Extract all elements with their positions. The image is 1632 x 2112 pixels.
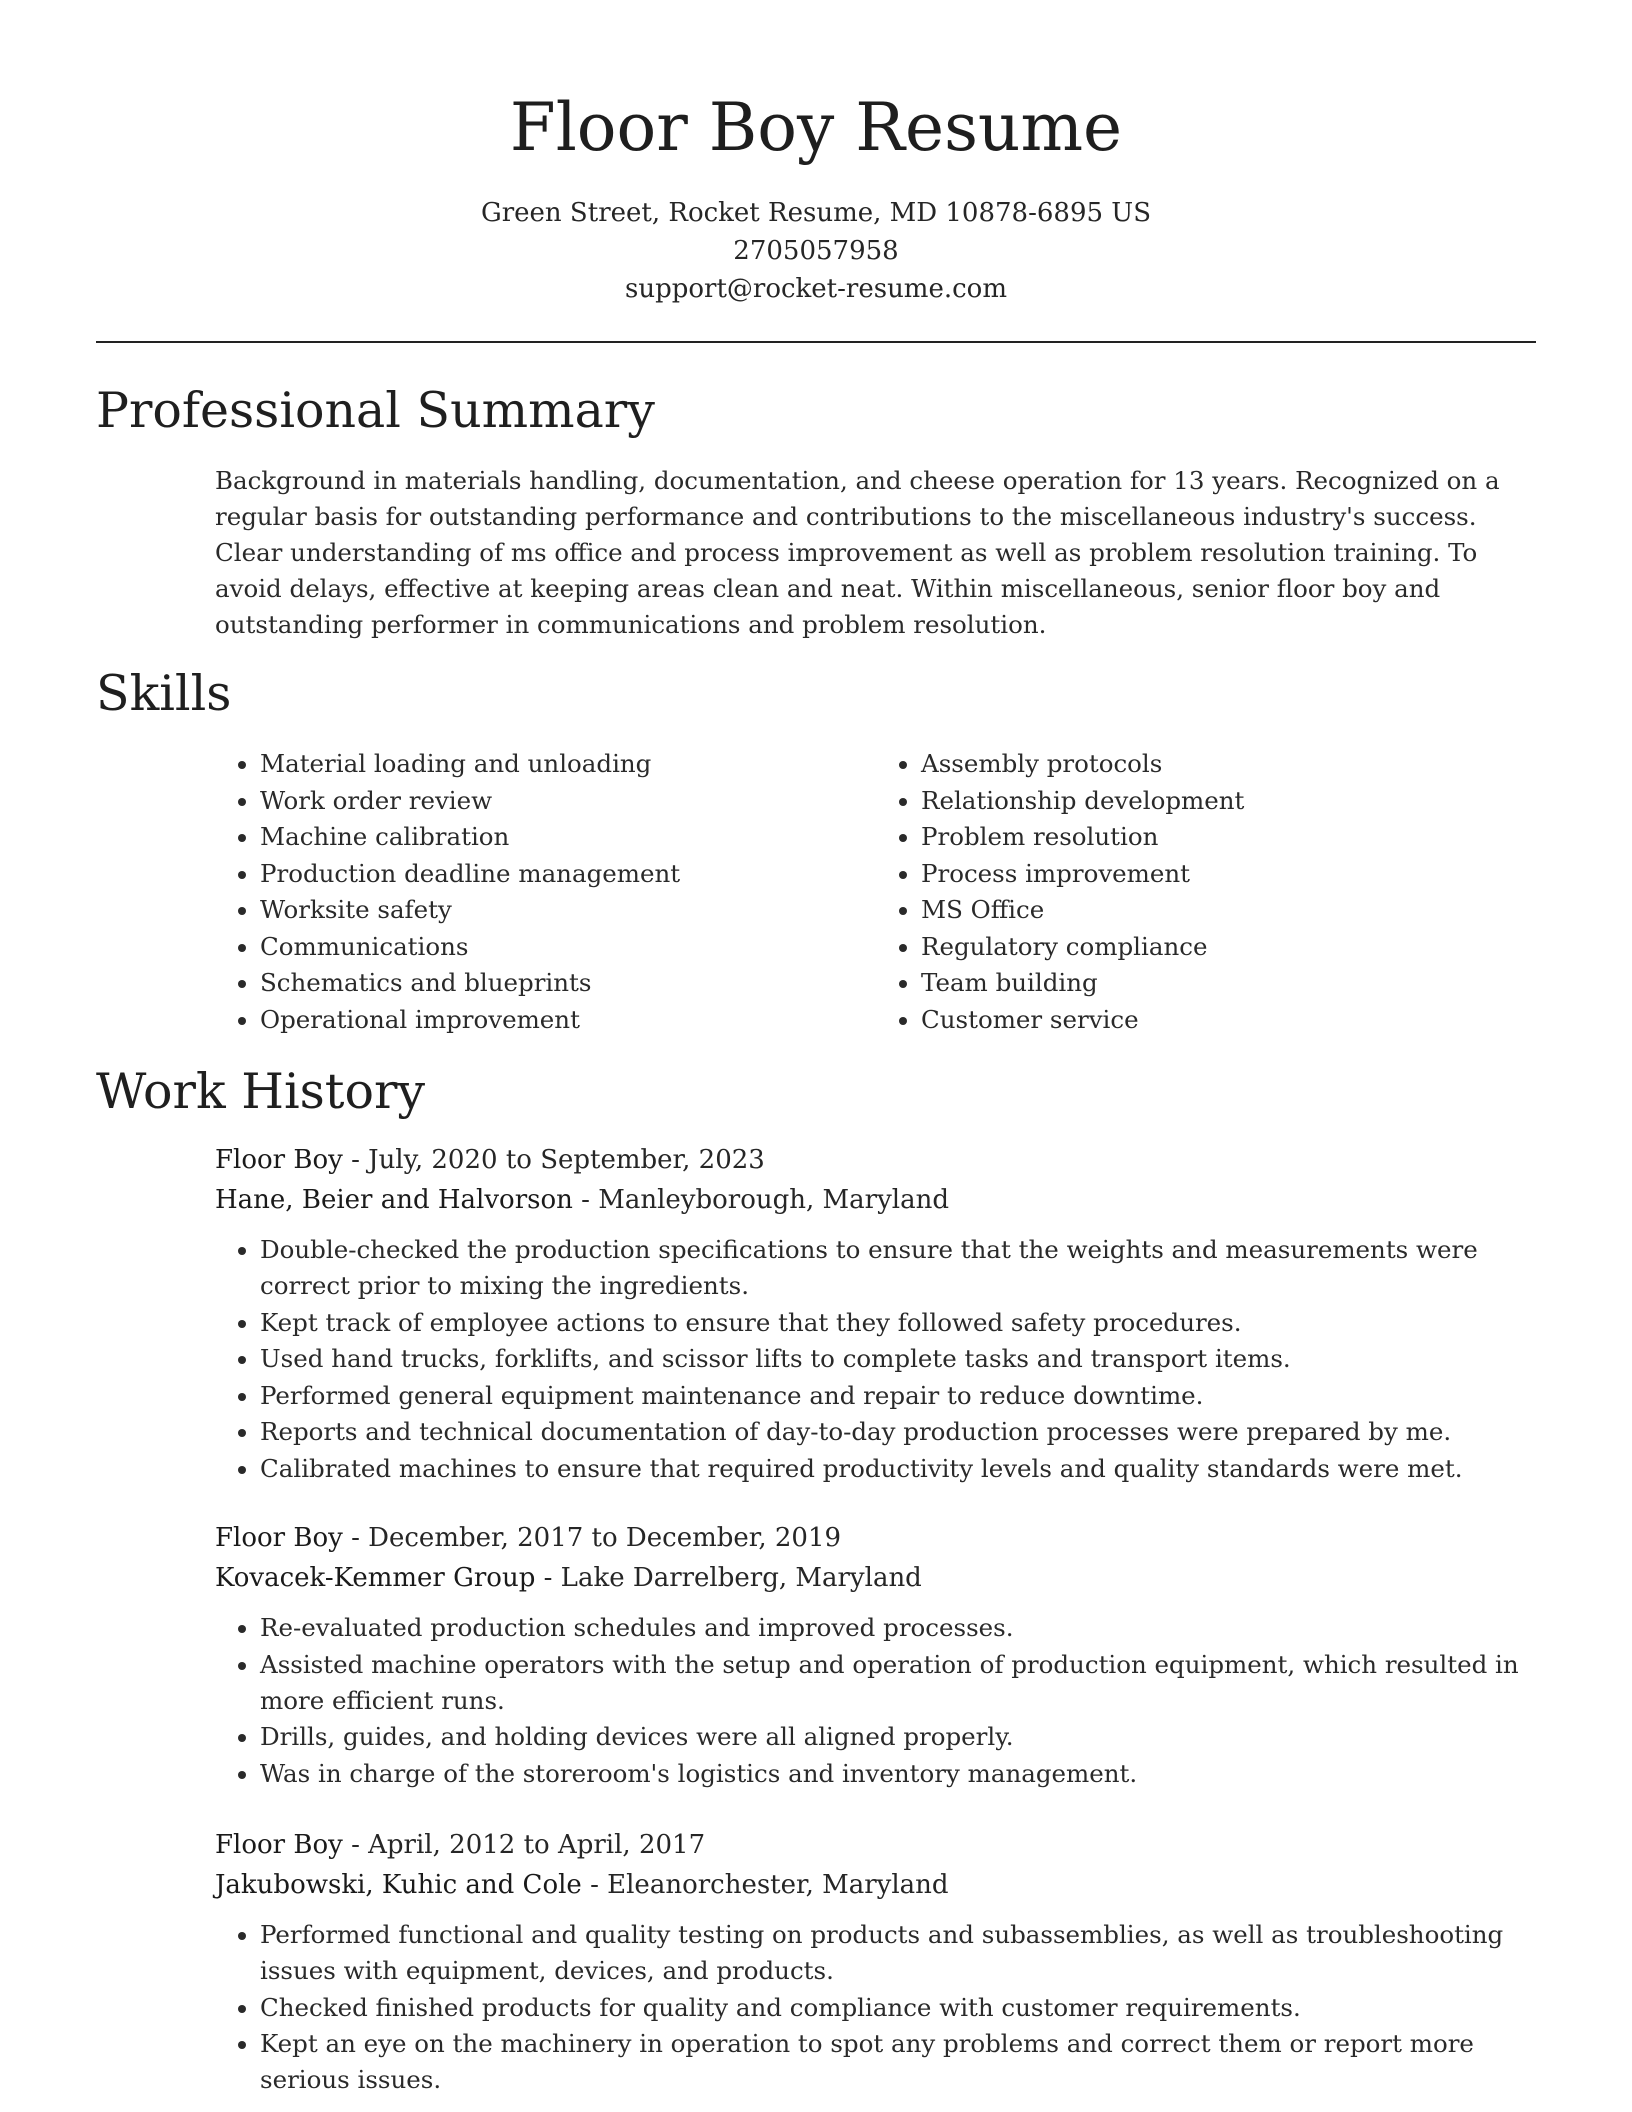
skills-column-left [215, 746, 876, 1038]
job-bullet: • Calibrated machines to ensure that required productivity levels and quality standards were met. [260, 1451, 1537, 1487]
job-bullet: • Used hand trucks, forklifts, and scissor lifts to complete tasks and transport items. [260, 1341, 1537, 1377]
skills-list [215, 746, 1537, 1038]
job-separator: - [572, 1185, 599, 1215]
job-entry [215, 1140, 1537, 1487]
job-bullet: • Drills, guides, and holding devices were all aligned properly. [260, 1719, 1537, 1755]
job-bullet: • Kept an eye on the machinery in operation to spot any problems and correct them or report more serious issues. [260, 2026, 1537, 2098]
job-company-line [215, 1180, 1537, 1220]
job-separator: - [535, 1563, 561, 1593]
job-bullet: • Double-checked the production specifications to ensure that the weights and measurements were correct prior to mixing the ingredients. [260, 1232, 1537, 1304]
skill-item: • Process improvement [921, 856, 1537, 893]
skill-item: • Work order review [260, 783, 876, 820]
section-title-work-history: Work History [96, 1063, 426, 1120]
contact-address: Green Street, Rocket Resume, MD 10878-6895 US [480, 198, 1152, 228]
resume-header [0, 0, 1632, 308]
contact-phone: 2705057958 [733, 236, 899, 266]
job-title-line [215, 1518, 1537, 1558]
job-location: Lake Darrelberg, Maryland [560, 1563, 922, 1593]
job-bullets [215, 1232, 1537, 1487]
job-separator: - [342, 1145, 369, 1175]
job-bullets [215, 1610, 1537, 1792]
skill-item: • Assembly protocols [921, 746, 1537, 783]
skill-item: • Worksite safety [260, 892, 876, 929]
job-bullet: • Kept track of employee actions to ensure that they followed safety procedures. [260, 1305, 1537, 1341]
job-bullet: • Re-evaluated production schedules and improved processes. [260, 1610, 1537, 1646]
job-dates: December, 2017 to December, 2019 [368, 1523, 842, 1553]
skill-item: • Schematics and blueprints [260, 965, 876, 1002]
job-bullet: • Reports and technical documentation of day-to-day production processes were prepared by me. [260, 1414, 1537, 1450]
job-separator: - [581, 1870, 608, 1900]
job-title: Floor Boy [215, 1830, 343, 1860]
job-bullet: • Assisted machine operators with the setup and operation of production equipment, which resulted in more efficient runs. [260, 1647, 1537, 1719]
job-dates: April, 2012 to April, 2017 [368, 1830, 706, 1860]
skill-item: • Operational improvement [260, 1002, 876, 1039]
skill-item: • Team building [921, 965, 1537, 1002]
job-location: Eleanorchester, Maryland [607, 1870, 949, 1900]
job-entry [215, 1518, 1537, 1792]
skill-item: • Communications [260, 929, 876, 966]
contact-email[interactable]: support@rocket-resume.com [624, 274, 1007, 304]
summary-text: Background in materials handling, documentation, and cheese operation for 13 years. Recognized on a regular basis for outstanding performance and contributions to the miscellaneous industry's success. Clear understanding of ms office and process improvement as well as problem resolution training. To avoid delays, effective at keeping areas clean and neat. Within miscellaneous, senior floor boy and outstanding performer in communications and problem resolution. [215, 466, 1500, 639]
job-separator: - [342, 1830, 369, 1860]
job-location: Manleyborough, Maryland [598, 1185, 949, 1215]
job-title: Floor Boy [215, 1145, 343, 1175]
job-title-line [215, 1825, 1537, 1865]
header-divider [96, 341, 1536, 343]
job-bullets [215, 1917, 1537, 2098]
skill-item: • Customer service [921, 1002, 1537, 1039]
skill-item: • MS Office [921, 892, 1537, 929]
job-bullet: • Performed functional and quality testing on products and subassemblies, as well as troubleshooting issues with equipment, devices, and products. [260, 1917, 1537, 1989]
skills-column-right [876, 746, 1537, 1038]
skill-item: • Machine calibration [260, 819, 876, 856]
skill-item: • Regulatory compliance [921, 929, 1537, 966]
resume-title: Floor Boy Resume [509, 89, 1123, 166]
skill-item: • Production deadline management [260, 856, 876, 893]
job-entry [215, 1825, 1537, 2099]
job-bullet: • Was in charge of the storeroom's logistics and inventory management. [260, 1756, 1537, 1792]
job-company: Kovacek-Kemmer Group [215, 1563, 536, 1593]
skill-item: • Relationship development [921, 783, 1537, 820]
skill-item: • Problem resolution [921, 819, 1537, 856]
job-bullet: • Checked finished products for quality and compliance with customer requirements. [260, 1990, 1537, 2026]
job-company-line [215, 1865, 1537, 1905]
skill-item: • Material loading and unloading [260, 746, 876, 783]
job-title: Floor Boy [215, 1523, 343, 1553]
job-company: Hane, Beier and Halvorson [215, 1185, 573, 1215]
job-separator: - [342, 1523, 369, 1553]
job-dates: July, 2020 to September, 2023 [368, 1145, 765, 1175]
section-title-skills: Skills [96, 665, 232, 722]
job-company-line [215, 1558, 1537, 1598]
job-company: Jakubowski, Kuhic and Cole [215, 1870, 582, 1900]
job-title-line [215, 1140, 1537, 1180]
section-title-summary: Professional Summary [96, 382, 655, 439]
job-bullet: • Performed general equipment maintenance and repair to reduce downtime. [260, 1378, 1537, 1414]
contact-block [0, 194, 1632, 308]
